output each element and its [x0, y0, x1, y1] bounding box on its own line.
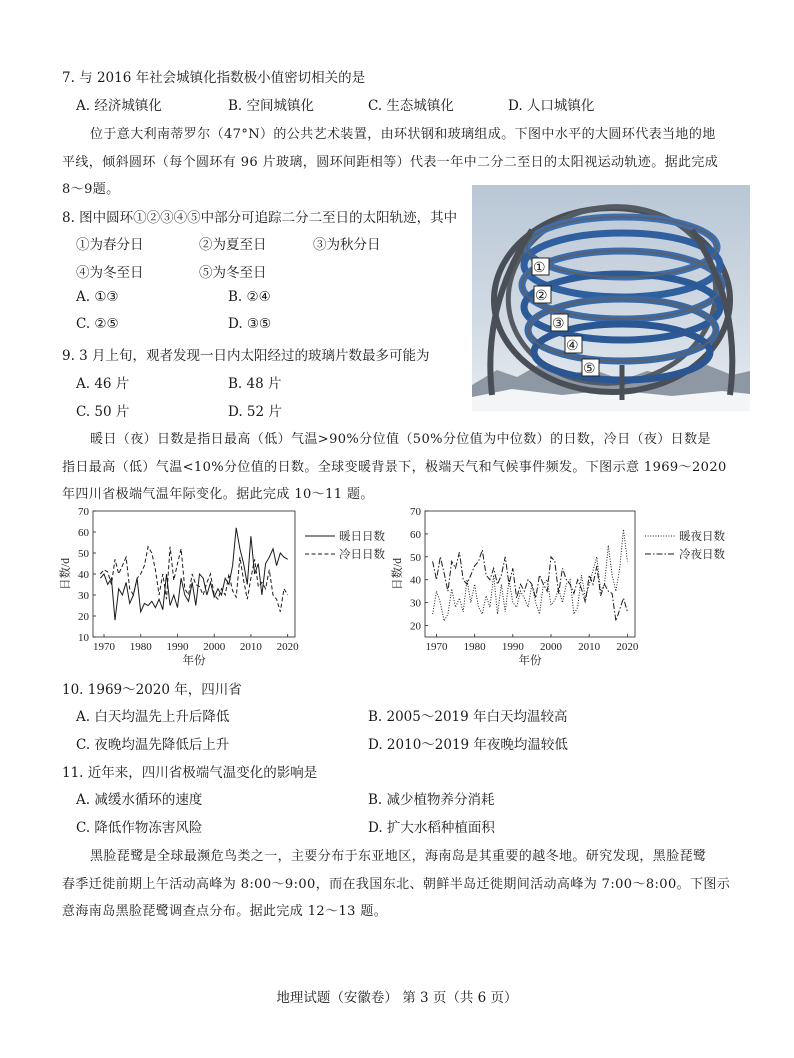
legend-label-2: 冷夜日数 [679, 549, 725, 561]
page-footer: 地理试题（安徽卷） 第 3 页（共 6 页） [276, 990, 518, 1006]
q7-option-d: D. 人口城镇化 [508, 98, 595, 114]
intro-10-11-line1: 暖日（夜）日数是指日最高（低）气温>90%分位值（50%分位值为中位数）的日数，冷日（夜）日数是 [90, 432, 711, 447]
q8-stem: 8. 图中圆环①②③④⑤中部分可追踪二分二至日的太阳轨迹，其中 [62, 210, 458, 226]
q8-option-d: D. ③⑤ [228, 316, 272, 332]
x-tick-label: 1970 [93, 641, 116, 653]
y-tick-label: 60 [410, 528, 421, 541]
q7-option-c: C. 生态城镇化 [368, 98, 454, 114]
ring-label-5: ⑤ [583, 362, 596, 377]
q9-option-b: B. 48 片 [228, 376, 282, 392]
y-tick-label: 70 [410, 506, 421, 518]
q8-choice-4: ④为冬至日 [76, 265, 144, 281]
q10-option-b: B. 2005～2019 年白天均温较高 [368, 709, 568, 725]
q8-option-c: C. ②⑤ [76, 316, 119, 332]
q9-option-d: D. 52 片 [228, 404, 282, 420]
intro-10-11-line3: 年四川省极端气温年际变化。据此完成 10～11 题。 [62, 487, 374, 502]
intro-12-13-line2: 春季迁徙前期上午活动高峰为 8:00～9:00，而在我国东北、朝鲜半岛迁徙期间活动高峰为 7:00～8:00。下图示 [62, 877, 731, 892]
q8-option-b: B. ②④ [228, 289, 271, 305]
warm-cold-day-chart [55, 502, 395, 672]
q9-option-a: A. 46 片 [76, 376, 130, 392]
q11-option-c: C. 降低作物冻害风险 [76, 820, 203, 836]
y-tick-label: 10 [78, 632, 89, 644]
q10-option-a: A. 白天均温先上升后降低 [76, 709, 230, 725]
x-tick-label: 2020 [276, 641, 299, 653]
q9-option-c: C. 50 片 [76, 404, 130, 420]
q8-choice-1: ①为春分日 [76, 237, 144, 253]
intro-8-9-line2: 平线，倾斜圆环（每个圆环有 96 片玻璃，圆环间距相等）代表一年中二分二至日的太阳视运动轨迹。据此完成 [62, 155, 719, 170]
x-axis-label: 年份 [518, 655, 542, 667]
ring-label-2: ② [535, 289, 548, 304]
q8-choice-3: ③为秋分日 [313, 237, 381, 253]
warm-cold-night-chart [392, 502, 760, 672]
x-tick-label: 1970 [425, 641, 448, 653]
x-tick-label: 2000 [203, 641, 226, 653]
q11-option-d: D. 扩大水稻种植面积 [368, 820, 495, 836]
ring-label-3: ③ [552, 317, 565, 332]
q8-option-a: A. ①③ [76, 289, 119, 305]
q11-stem: 11. 近年来，四川省极端气温变化的影响是 [62, 765, 318, 781]
y-tick-label: 20 [410, 620, 421, 633]
q7-option-a: A. 经济城镇化 [76, 98, 162, 114]
ring-installation-photo [472, 185, 750, 411]
q8-choice-5: ⑤为冬至日 [199, 265, 267, 281]
intro-12-13-line3: 意海南岛黑脸琵鹭调查点分布。据此完成 12～13 题。 [62, 904, 388, 919]
legend-label-2: 冷日日数 [339, 549, 385, 561]
y-axis-label: 日数/d [392, 558, 404, 590]
legend-label-1: 暖夜日数 [679, 531, 725, 543]
y-axis-label: 日数/d [60, 558, 72, 590]
ring-label-4: ④ [566, 339, 579, 354]
x-tick-label: 1980 [129, 641, 152, 653]
series-line-2 [100, 547, 287, 612]
q8-choice-2: ②为夏至日 [199, 237, 267, 253]
intro-12-13-line1: 黑脸琵鹭是全球最濒危鸟类之一，主要分布于东亚地区，海南岛是其重要的越冬地。研究发现，黑脸琵鹭 [90, 849, 707, 864]
q11-option-a: A. 减缓水循环的速度 [76, 792, 203, 808]
y-tick-label: 30 [410, 597, 421, 610]
y-tick-label: 40 [410, 574, 421, 587]
q10-option-d: D. 2010～2019 年夜晚均温较低 [368, 737, 568, 753]
y-tick-label: 70 [78, 506, 89, 518]
q10-option-c: C. 夜晚均温先降低后上升 [76, 737, 230, 753]
y-tick-label: 30 [78, 590, 89, 602]
x-tick-label: 2020 [616, 641, 639, 653]
y-tick-label: 50 [78, 548, 89, 560]
legend-label-1: 暖日日数 [339, 531, 385, 543]
y-tick-label: 60 [78, 527, 89, 539]
q11-option-b: B. 减少植物养分消耗 [368, 792, 495, 808]
intro-8-9-line1: 位于意大利南蒂罗尔（47°N）的公共艺术装置，由环状钢和玻璃组成。下图中水平的大圆环代表当地的地 [90, 127, 716, 142]
plot-frame [425, 511, 635, 637]
x-tick-label: 2010 [239, 641, 262, 653]
x-tick-label: 2010 [578, 641, 601, 653]
x-axis-label: 年份 [182, 655, 206, 667]
x-tick-label: 1990 [501, 641, 524, 653]
y-tick-label: 50 [410, 551, 421, 564]
q9-stem: 9. 3 月上旬，观者发现一日内太阳经过的玻璃片数最多可能为 [62, 348, 430, 364]
x-tick-label: 1980 [463, 641, 486, 653]
y-tick-label: 40 [78, 569, 89, 581]
intro-10-11-line2: 指日最高（低）气温<10%分位值的日数。全球变暖背景下，极端天气和气候事件频发。下图示意 1969～2020 [62, 460, 727, 475]
y-tick-label: 20 [78, 611, 89, 623]
series-line-2 [433, 550, 628, 621]
intro-8-9-line3: 8～9题。 [62, 182, 120, 197]
q10-stem: 10. 1969～2020 年，四川省 [62, 682, 242, 698]
q7-option-b: B. 空间城镇化 [228, 98, 315, 114]
ring-label-1: ① [533, 261, 546, 276]
q7-stem: 7. 与 2016 年社会城镇化指数极小值密切相关的是 [62, 70, 366, 86]
x-tick-label: 1990 [166, 641, 189, 653]
x-tick-label: 2000 [540, 641, 562, 653]
